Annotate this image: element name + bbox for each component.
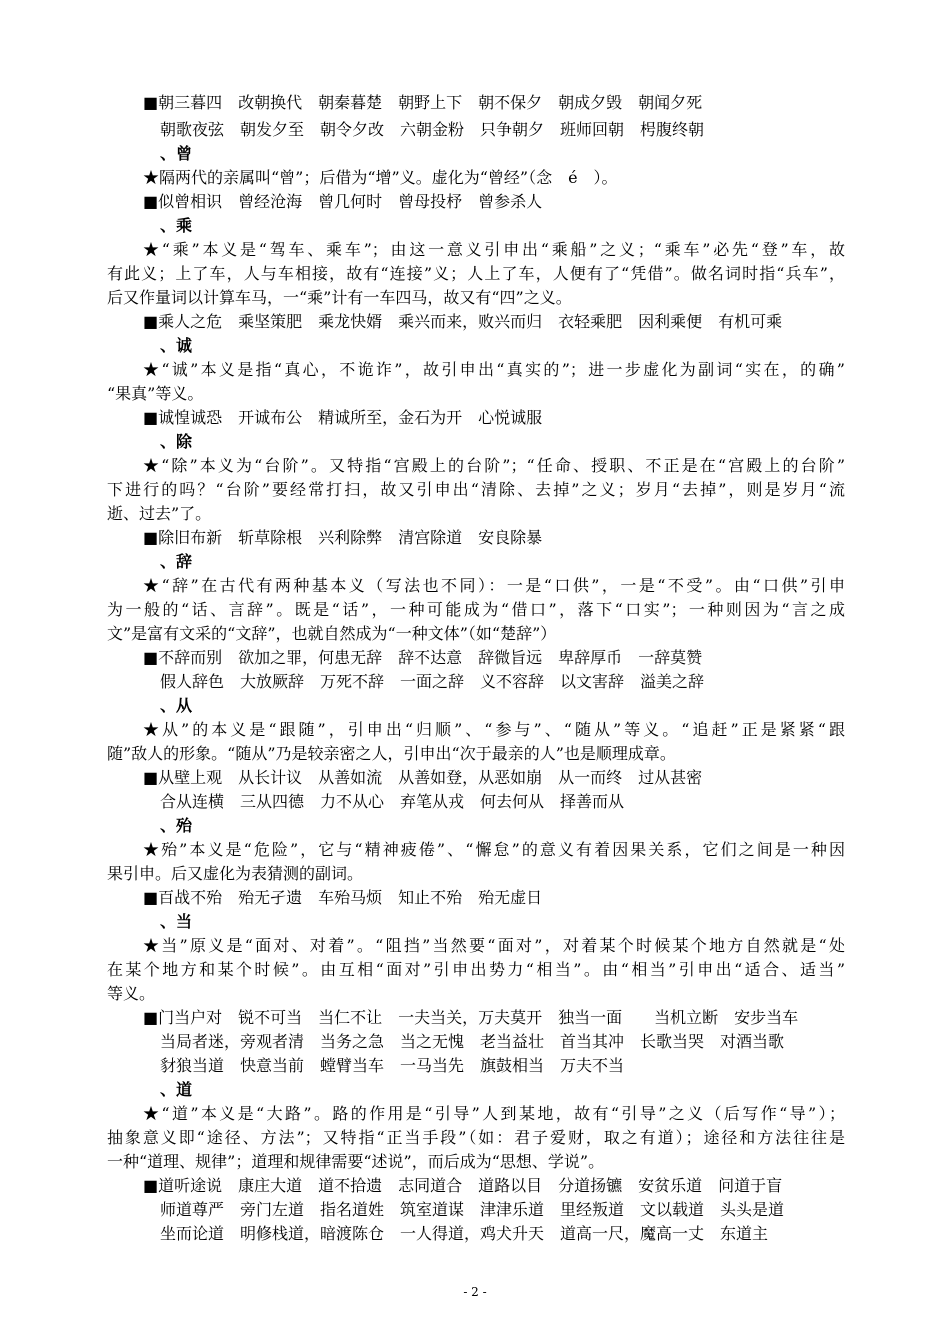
explanation-line: 抽象意义即“途径、方法”；又特指“正当手段”（如：君子爱财，取之有道）；途径和方法往往是 — [107, 1128, 845, 1147]
idiom-line: ■道听途说 康庄大道 道不拾遗 志同道合 道路以目 分道扬镳 安贫乐道 问道于盲 — [143, 1176, 783, 1195]
idiom-line: ■从壁上观 从长计议 从善如流 从善如登，从恶如崩 从一而终 过从甚密 — [143, 768, 703, 787]
idiom-line: 豺狼当道 快意当前 螳臂当车 一马当先 旗鼓相当 万夫不当 — [160, 1056, 625, 1075]
section-heading: 、道 — [160, 1080, 193, 1099]
explanation-line: 逝、过去”了。 — [107, 504, 212, 523]
idiom-line: ■诚惶诚恐 开诚布公 精诚所至，金石为开 心悦诚服 — [143, 408, 543, 427]
idiom-line: 假人辞色 大放厥辞 万死不辞 一面之辞 义不容辞 以文害辞 溢美之辞 — [160, 672, 705, 691]
idiom-line: 坐而论道 明修栈道，暗渡陈仓 一人得道，鸡犬升天 道高一尺，魔高一丈 东道主 — [160, 1224, 769, 1243]
explanation-line: ★隔两代的亲属叫“曾”；后借为“增”义。虚化为“曾经”（念 é ）。 — [143, 168, 618, 187]
section-heading: 、除 — [160, 432, 193, 451]
idiom-line: 朝歌夜弦 朝发夕至 朝令夕改 六朝金粉 只争朝夕 班师回朝 枵腹终朝 — [160, 120, 705, 139]
idiom-line: 师道尊严 旁门左道 指名道姓 筑室道谋 津津乐道 里经叛道 文以载道 头头是道 — [160, 1200, 785, 1219]
explanation-line: ★“乘”本义是“驾车、乘车”；由这一意义引申出“乘船”之义；“乘车”必先“登”车，故 — [143, 240, 845, 259]
section-heading: 、曾 — [160, 144, 193, 163]
section-heading: 、辞 — [160, 552, 193, 571]
explanation-line: ★殆”本义是“危险”，它与“精神疲倦”、“懈怠”的意义有着因果关系，它们之间是一种因 — [143, 840, 845, 859]
explanation-line: 为一般的“话、言辞”。既是“话”，一种可能成为“借口”，落下“口实”；一种则因为“言之成 — [107, 600, 845, 619]
explanation-line: 有此义；上了车，人与车相接，故有“连接”义；人上了车，人便有了“凭借”。做名词时指“兵车”， — [107, 264, 845, 283]
idiom-line: ■除旧布新 斩草除根 兴利除弊 清宫除道 安良除暴 — [143, 528, 543, 547]
idiom-line: ■似曾相识 曾经沧海 曾几何时 曾母投杼 曾参杀人 — [143, 192, 543, 211]
section-heading: 、乘 — [160, 216, 193, 235]
idiom-line: ■朝三暮四 改朝换代 朝秦暮楚 朝野上下 朝不保夕 朝成夕毁 朝闻夕死 — [143, 93, 703, 112]
idiom-line: ■乘人之危 乘坚策肥 乘龙快婿 乘兴而来，败兴而归 衣轻乘肥 因利乘便 有机可乘 — [143, 312, 783, 331]
idiom-line: ■门当户对 锐不可当 当仁不让 一夫当关，万夫莫开 独当一面 当机立断 安步当车 — [143, 1008, 799, 1027]
explanation-line: ★“诚”本义是指“真心，不诡诈”，故引申出“真实的”；进一步虚化为副词“实在，的确” — [143, 360, 845, 379]
explanation-line: ★“道”本义是“大路”。路的作用是“引导”人到某地，故有“引导”之义（后写作“导”）； — [143, 1104, 845, 1123]
page-number: - 2 - — [463, 1285, 487, 1299]
idiom-line: ■不辞而别 欲加之罪，何患无辞 辞不达意 辞微旨远 卑辞厚币 一辞莫赞 — [143, 648, 703, 667]
explanation-line: 一种“道理、规律”；道理和规律需要“述说”，而后成为“思想、学说”。 — [107, 1152, 605, 1171]
explanation-line: 随”敌人的形象。“随从”乃是较亲密之人，引申出“次于最亲的人”也是顺理成章。 — [107, 744, 676, 763]
idiom-line: 合从连横 三从四德 力不从心 弃笔从戎 何去何从 择善而从 — [160, 792, 625, 811]
section-heading: 、从 — [160, 696, 193, 715]
explanation-line: 后又作量词以计算车马，一“乘”计有一车四马，故又有“四”之义。 — [107, 288, 572, 307]
idiom-line: 当局者迷，旁观者清 当务之急 当之无愧 老当益壮 首当其冲 长歌当哭 对酒当歌 — [160, 1032, 785, 1051]
section-heading: 、殆 — [160, 816, 193, 835]
explanation-line: “果真”等义。 — [107, 384, 204, 403]
explanation-line: 果引申。后又虚化为表猜测的副词。 — [107, 864, 364, 883]
idiom-line: ■百战不殆 殆无孑遗 车殆马烦 知止不殆 殆无虚日 — [143, 888, 543, 907]
explanation-line: 下进行的吗？“台阶”要经常打扫，故又引申出“清除、去掉”之义；岁月“去掉”，则是岁月“流 — [107, 480, 845, 499]
explanation-line: 在某个地方和某个时候”。由互相“面对”引申出势力“相当”。由“相当”引申出“适合、适当” — [107, 960, 845, 979]
explanation-line: 文”是富有文采的“文辞”，也就自然成为“一种文体”（如“楚辞”） — [107, 624, 557, 643]
section-heading: 、当 — [160, 912, 193, 931]
explanation-line: 等义。 — [107, 984, 156, 1003]
explanation-line: ★“除”本义为“台阶”。又特指“宫殿上的台阶”；“任命、授职、不正是在“宫殿上的台阶” — [143, 456, 845, 475]
explanation-line: ★当”原义是“面对、对着”。“阻挡”当然要“面对”，对着某个时候某个地方自然就是“处 — [143, 936, 845, 955]
explanation-line: ★“辞”在古代有两种基本义（写法也不同）：一是“口供”，一是“不受”。由“口供”引申 — [143, 576, 845, 595]
section-heading: 、诚 — [160, 336, 193, 355]
explanation-line: ★从”的本义是“跟随”，引申出“归顺”、“参与”、“随从”等义。“追赶”正是紧紧“跟 — [143, 720, 845, 739]
